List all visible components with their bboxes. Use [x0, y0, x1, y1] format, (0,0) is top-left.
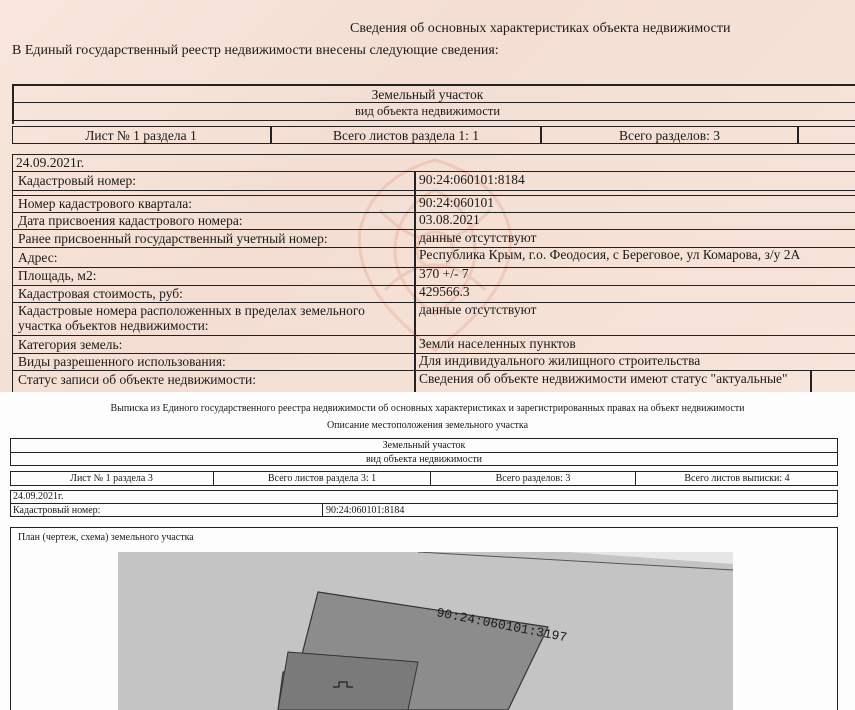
divider [810, 371, 812, 392]
divider [10, 452, 838, 453]
object-type: Земельный участок [382, 440, 466, 451]
parcel-plan-map [118, 552, 733, 710]
divider [322, 503, 323, 517]
divider [12, 120, 855, 121]
divider [12, 190, 855, 191]
row-value-record-status: Сведения об объекте недвижимости имеют статус "актуальные" [419, 371, 788, 386]
row-value-cadastral-number: 90:24:060101:8184 [419, 172, 525, 187]
object-type-caption: вид объекта недвижимости [354, 104, 501, 118]
row-label-cadastral-value: Кадастровая стоимость, руб: [18, 286, 183, 301]
total-sections: Всего разделов: 3 [495, 473, 571, 484]
row-label-land-category: Категория земель: [18, 337, 123, 352]
row-label-contained-objects: Кадастровые номера расположенных в пределах земельного [18, 303, 365, 318]
column-separator [414, 171, 416, 392]
sheet-label: Лист № 1 раздела 3 [70, 473, 153, 484]
table-top-border [12, 84, 855, 86]
intro-text: В Единый государственный реестр недвижимости внесены следующие сведения: [12, 43, 499, 58]
row-value-cadastral-value: 429566.3 [419, 284, 470, 299]
row-value-quarter: 90:24:060101 [419, 195, 495, 210]
total-sections: Всего разделов: 3 [619, 128, 720, 143]
extract-date: 24.09.2021г. [13, 491, 64, 502]
object-type-caption: вид объекта недвижимости [365, 454, 483, 465]
row-label-area: Площадь, м2: [18, 268, 97, 283]
cadastral-number-label: Кадастровый номер: [13, 505, 101, 516]
neighbor-parcel-label: 90:24:060101:3197 [435, 605, 569, 646]
row-label-contained-objects-line2: участка объектов недвижимости: [18, 318, 209, 333]
row-value-address: Республика Крым, г.о. Феодосия, с Береговое, ул Комарова, з/у 2А [419, 247, 801, 262]
row-label-record-status: Статус записи об объекте недвижимости: [18, 372, 257, 387]
total-extract-sheets: Всего листов выписки: 4 [684, 473, 790, 484]
object-type: Земельный участок [371, 87, 484, 102]
extract-sheet-section-3 [0, 392, 855, 710]
divider [10, 503, 838, 504]
row-label-previous-number: Ранее присвоенный государственный учетный номер: [18, 231, 328, 246]
plan-label: План (чертеж, схема) земельного участка [18, 532, 194, 543]
extract-title: Выписка из Единого государственного реестра недвижимости об основных характеристиках и зарегистрированных правах на объект недвижимости [110, 403, 745, 414]
row-value-permitted-use: Для индивидуального жилищного строительства [419, 353, 701, 368]
row-value-previous-number: данные отсутствуют [419, 230, 537, 245]
row-label-assign-date: Дата присвоения кадастрового номера: [18, 213, 243, 228]
extract-subtitle: Описание местоположения земельного участка [326, 420, 529, 431]
row-value-assign-date: 03.08.2021 [419, 212, 480, 227]
row-value-land-category: Земли населенных пунктов [419, 336, 576, 351]
row-label-quarter: Номер кадастрового квартала: [18, 196, 192, 211]
row-label-cadastral-number: Кадастровый номер: [18, 173, 137, 188]
row-label-address: Адрес: [18, 250, 58, 265]
row-label-permitted-use: Виды разрешенного использования: [18, 354, 226, 369]
total-sheets: Всего листов раздела 3: 1 [267, 473, 377, 484]
extract-date: 24.09.2021г. [16, 155, 85, 170]
parcel-building [278, 652, 418, 710]
sheet-label: Лист № 1 раздела 1 [85, 128, 197, 143]
divider [414, 195, 416, 196]
cadastral-number-value: 90:24:060101:8184 [326, 505, 405, 516]
section-title: Сведения об основных характеристиках объекта недвижимости [350, 21, 731, 36]
divider [797, 126, 799, 144]
row-value-contained-objects: данные отсутствуют [419, 302, 537, 317]
row-value-area: 370 +/- 7 [419, 266, 469, 281]
total-sheets: Всего листов раздела 1: 1 [332, 128, 480, 143]
